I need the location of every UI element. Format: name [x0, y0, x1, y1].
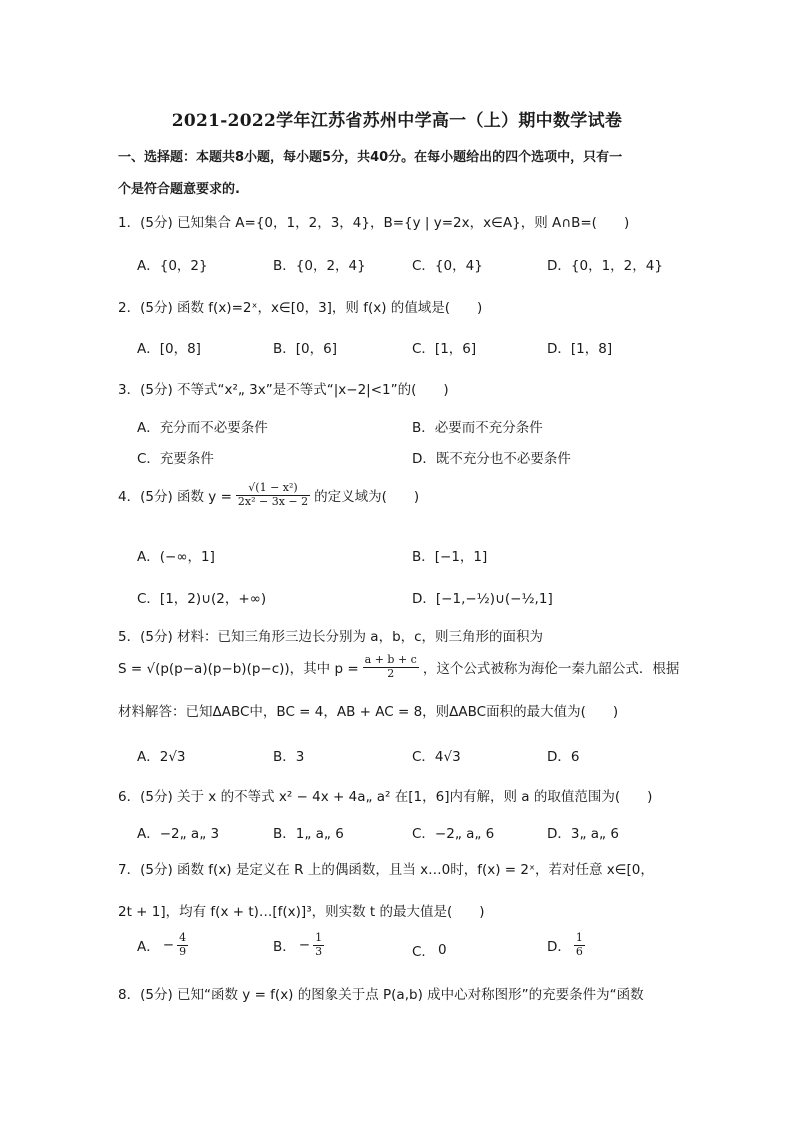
question-7-option-a-denominator: 9	[179, 944, 187, 958]
question-5-option-c[interactable]: C．4√3	[412, 749, 461, 765]
question-8-line1: 8．(5分) 已知“函数 y = f(x) 的图象关于点 P(a,b) 成中心对称图形”的充要条件为“函数	[118, 987, 644, 1003]
question-7-option-a-numerator: 4	[179, 931, 187, 944]
question-5-option-d[interactable]: D．6	[547, 749, 580, 765]
question-1-option-b[interactable]: B．{0，2，4}	[273, 258, 366, 274]
question-5-line2	[118, 654, 679, 680]
question-1-option-d[interactable]: D．{0，1，2，4}	[547, 258, 663, 274]
question-3-option-c[interactable]: C．充要条件	[137, 451, 214, 467]
question-4-option-b[interactable]: B．[−1，1]	[412, 549, 488, 565]
question-2-option-a[interactable]: A．[0，8]	[137, 341, 201, 357]
question-5-fraction	[363, 654, 419, 680]
question-2-option-c[interactable]: C．[1，6]	[412, 341, 477, 357]
question-5-line3: 材料解答：已知ΔABC中，BC = 4，AB + AC = 8，则ΔABC面积的最大值为( )	[118, 704, 619, 720]
question-3-stem: 3．(5分) 不等式“x²„ 3x”是不等式“|x−2|<1”的( )	[118, 382, 449, 398]
question-7-option-b[interactable]	[273, 932, 324, 958]
question-7-option-b-numerator: 1	[315, 931, 323, 944]
question-7-option-a-fraction	[177, 932, 188, 958]
question-5-line2-pre: S = √(p(p−a)(p−b)(p−c))，其中 p =	[118, 661, 359, 678]
question-1-option-c[interactable]: C．{0，4}	[412, 258, 483, 274]
question-7-option-d-label: D．	[547, 939, 571, 956]
question-6-option-d[interactable]: D．3„ a„ 6	[547, 826, 619, 842]
question-3-option-a[interactable]: A．充分而不必要条件	[137, 420, 268, 436]
question-5-fraction-denominator: 2	[387, 666, 395, 680]
question-7-option-d[interactable]	[547, 932, 585, 958]
section-heading-line1: 一、选择题：本题共8小题，每小题5分，共40分。在每小题给出的四个选项中，只有一	[118, 150, 623, 165]
question-6-stem: 6．(5分) 关于 x 的不等式 x² − 4x + 4a„ a² 在[1，6]内有解，则 a 的取值范围为( )	[118, 789, 653, 805]
question-4-fraction-denominator: 2x² − 3x − 2	[237, 494, 309, 508]
question-5-option-b[interactable]: B．3	[273, 749, 305, 765]
question-7-option-b-denominator: 3	[315, 944, 323, 958]
question-2-option-b[interactable]: B．[0，6]	[273, 341, 337, 357]
question-6-option-c[interactable]: C．−2„ a„ 6	[412, 826, 495, 842]
question-7-option-a[interactable]	[137, 932, 188, 958]
question-7-option-d-denominator: 6	[575, 944, 583, 958]
question-6-option-b[interactable]: B．1„ a„ 6	[273, 826, 344, 842]
question-4-stem-post: 的定义域为( )	[314, 489, 420, 506]
question-6-option-a[interactable]: A．−2„ a„ 3	[137, 826, 220, 842]
question-1-option-a[interactable]: A．{0，2}	[137, 258, 208, 274]
question-4-stem-pre: 4．(5分) 函数 y =	[118, 489, 232, 506]
question-7-line1: 7．(5分) 函数 f(x) 是定义在 R 上的偶函数，且当 x…0时，f(x) = 2ˣ，若对任意 x∈[0，	[118, 862, 654, 878]
question-7-option-b-sign: −	[298, 937, 311, 954]
question-5-line2-post: ，这个公式被称为海伦一秦九韶公式．根据	[422, 661, 680, 678]
question-7-option-b-fraction	[313, 932, 324, 958]
question-4-fraction-numerator: √(1 − x²)	[236, 482, 310, 496]
question-7-option-a-label: A．	[137, 939, 160, 956]
question-2-option-d[interactable]: D．[1，8]	[547, 341, 613, 357]
question-1-stem: 1．(5分) 已知集合 A={0，1，2，3，4}，B={y | y=2x，x∈A}，则 A∩B=( )	[118, 215, 630, 231]
question-7-option-c[interactable]	[412, 940, 447, 960]
question-3-option-d[interactable]: D．既不充分也不必要条件	[412, 451, 571, 467]
question-7-option-a-sign: −	[162, 937, 175, 954]
question-7-option-b-label: B．	[273, 939, 296, 956]
question-7-option-c-value: 0	[437, 942, 447, 958]
question-2-stem: 2．(5分) 函数 f(x)=2ˣ，x∈[0，3]，则 f(x) 的值域是( )	[118, 300, 483, 316]
question-7-option-c-label: C．	[412, 944, 435, 960]
question-5-fraction-numerator: a + b + c	[364, 653, 417, 666]
question-4-option-d[interactable]: D．[−1,−½)∪(−½,1]	[412, 591, 553, 607]
question-4-stem	[118, 482, 419, 508]
exam-title: 2021-2022学年江苏省苏州中学高一（上）期中数学试卷	[171, 111, 623, 131]
question-3-option-b[interactable]: B．必要而不充分条件	[412, 420, 543, 436]
question-4-option-a[interactable]: A．(−∞，1]	[137, 549, 215, 565]
question-7-option-d-fraction	[574, 932, 585, 958]
question-5-line1: 5．(5分) 材料：已知三角形三边长分别为 a，b，c，则三角形的面积为	[118, 629, 544, 645]
question-5-option-a[interactable]: A．2√3	[137, 749, 186, 765]
question-4-fraction	[236, 482, 310, 508]
question-4-option-c[interactable]: C．[1，2)∪(2，+∞)	[137, 591, 267, 607]
question-7-line2: 2t + 1]，均有 f(x + t)…[f(x)]³，则实数 t 的最大值是( )	[118, 904, 485, 920]
section-heading-line2: 个是符合题意要求的.	[118, 182, 240, 197]
question-7-option-d-numerator: 1	[575, 931, 583, 944]
